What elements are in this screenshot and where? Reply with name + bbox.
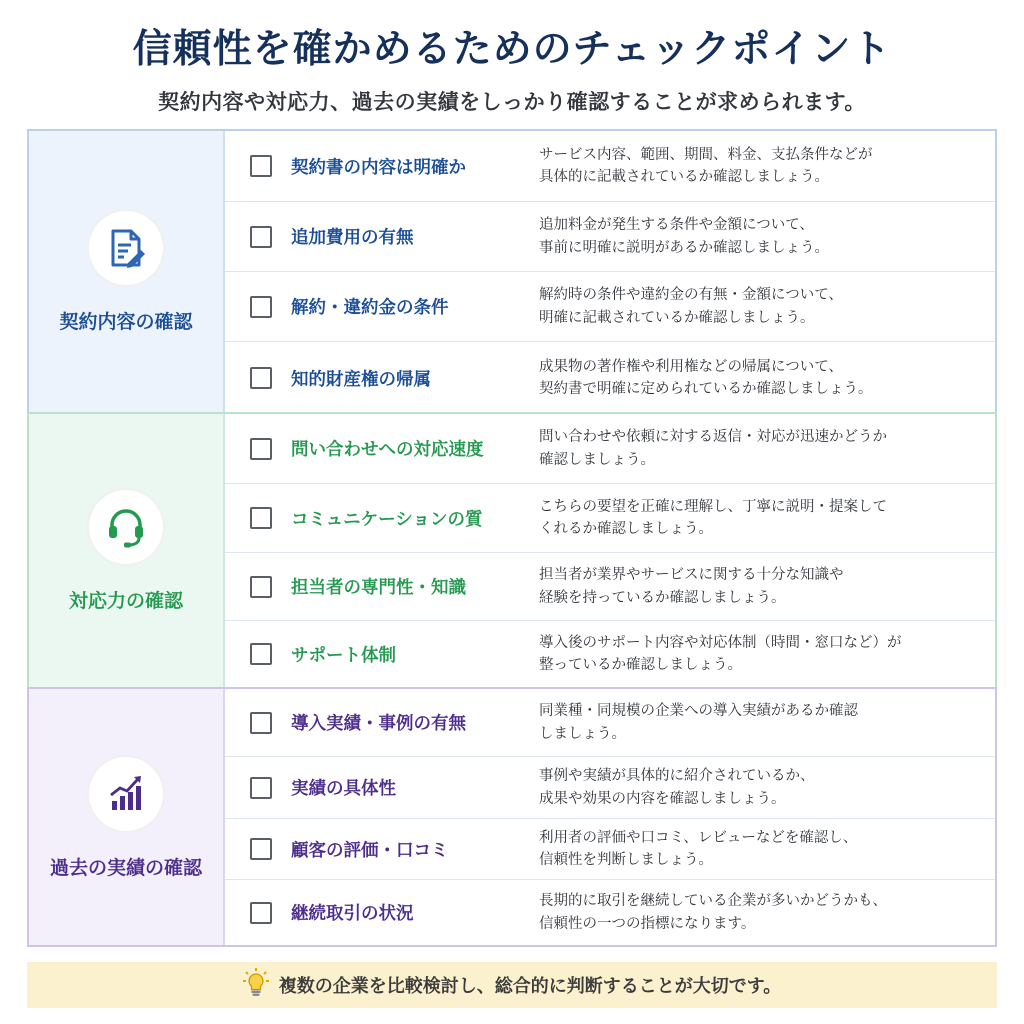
footer-text: 複数の企業を比較検討し、総合的に判断することが大切です。 — [278, 976, 782, 997]
item-description: 事例や実績が具体的に紹介されているか、 成果や効果の内容を確認しましょう。 — [539, 768, 815, 807]
checklist-row — [225, 689, 995, 756]
document-pen-icon — [87, 209, 165, 287]
checklist-row — [225, 552, 995, 620]
page-subtitle: 契約内容や対応力、過去の実績をしっかり確認することが求められます。 — [158, 90, 866, 114]
checkbox[interactable] — [250, 438, 272, 460]
page-title: 信頼性を確かめるためのチェックポイント — [132, 27, 892, 72]
section-title: 契約内容の確認 — [59, 311, 193, 333]
item-description: 問い合わせや依頼に対する返信・対応が迅速かどうか 確認しましょう。 — [539, 429, 887, 468]
item-label: 担当者の専門性・知識 — [291, 578, 466, 598]
item-description: 導入後のサポート内容や対応体制（時間・窓口など）が 整っているか確認しましょう。 — [539, 634, 902, 673]
checkbox[interactable] — [250, 507, 272, 529]
item-label: 契約書の内容は明確か — [291, 157, 466, 178]
footer-tip — [27, 962, 997, 1008]
checkbox[interactable] — [250, 226, 272, 248]
bar-chart-icon — [87, 755, 165, 833]
checkbox[interactable] — [250, 576, 272, 598]
checklist-row — [225, 879, 995, 945]
checkbox[interactable] — [250, 155, 272, 177]
item-description: 長期的に取引を継続している企業が多いかどうかも、 信頼性の一つの指標になります。 — [539, 893, 887, 932]
item-description: 成果物の著作権や利用権などの帰属について、 契約書で明確に定められているか確認しましょう。 — [539, 358, 873, 397]
headset-icon — [87, 488, 165, 566]
item-label: 解約・違約金の条件 — [291, 298, 449, 318]
item-label: 問い合わせへの対応速度 — [291, 440, 484, 460]
checklist-row — [225, 271, 995, 341]
checklist-row — [225, 756, 995, 818]
item-description: 同業種・同規模の企業への導入実績があるか確認 しましょう。 — [539, 703, 858, 742]
item-description: 解約時の条件や違約金の有無・金額について、 明確に記載されているか確認しましょう。 — [539, 287, 843, 326]
item-label: サポート体制 — [291, 645, 396, 666]
checklist-row — [225, 131, 995, 201]
item-label: 追加費用の有無 — [291, 228, 414, 248]
checklist — [225, 414, 995, 687]
checklist-row — [225, 201, 995, 271]
item-label: 知的財産権の帰属 — [291, 369, 431, 390]
checkbox[interactable] — [250, 367, 272, 389]
checklist-row — [225, 414, 995, 483]
checkbox[interactable] — [250, 838, 272, 860]
section-response — [27, 412, 997, 689]
section-side-response — [29, 414, 225, 687]
checklist-row — [225, 818, 995, 879]
checklist-row — [225, 483, 995, 552]
section-side-track-record — [29, 689, 225, 945]
checkbox[interactable] — [250, 777, 272, 799]
section-side-contract — [29, 131, 225, 412]
section-title: 過去の実績の確認 — [49, 856, 202, 879]
section-contract — [27, 129, 997, 414]
section-title: 対応力の確認 — [68, 590, 183, 612]
item-label: 実績の具体性 — [291, 779, 396, 799]
checklist — [225, 131, 995, 412]
item-description: 担当者が業界やサービスに関する十分な知識や 経験を持っているか確認しましょう。 — [539, 567, 844, 606]
checkbox[interactable] — [250, 712, 272, 734]
checkbox[interactable] — [250, 296, 272, 318]
item-description: 利用者の評価や口コミ、レビューなどを確認し、 信頼性を判断しましょう。 — [539, 829, 858, 868]
item-label: 継続取引の状況 — [291, 904, 414, 924]
checklist-row — [225, 341, 995, 414]
lightbulb-icon — [243, 968, 269, 1002]
checkbox[interactable] — [250, 902, 272, 924]
item-description: サービス内容、範囲、期間、料金、支払条件などが 具体的に記載されているか確認しましょう。 — [539, 146, 873, 185]
section-track-record — [27, 687, 997, 947]
item-description: 追加料金が発生する条件や金額について、 事前に明確に説明があるか確認しましょう。 — [539, 217, 829, 256]
checkbox[interactable] — [250, 643, 272, 665]
item-description: こちらの要望を正確に理解し、丁寧に説明・提案して くれるか確認しましょう。 — [539, 498, 887, 537]
item-label: コミュニケーションの質 — [291, 509, 483, 530]
item-label: 導入実績・事例の有無 — [291, 714, 466, 734]
checklist — [225, 689, 995, 945]
item-label: 顧客の評価・口コミ — [291, 840, 449, 861]
checklist-row — [225, 620, 995, 687]
